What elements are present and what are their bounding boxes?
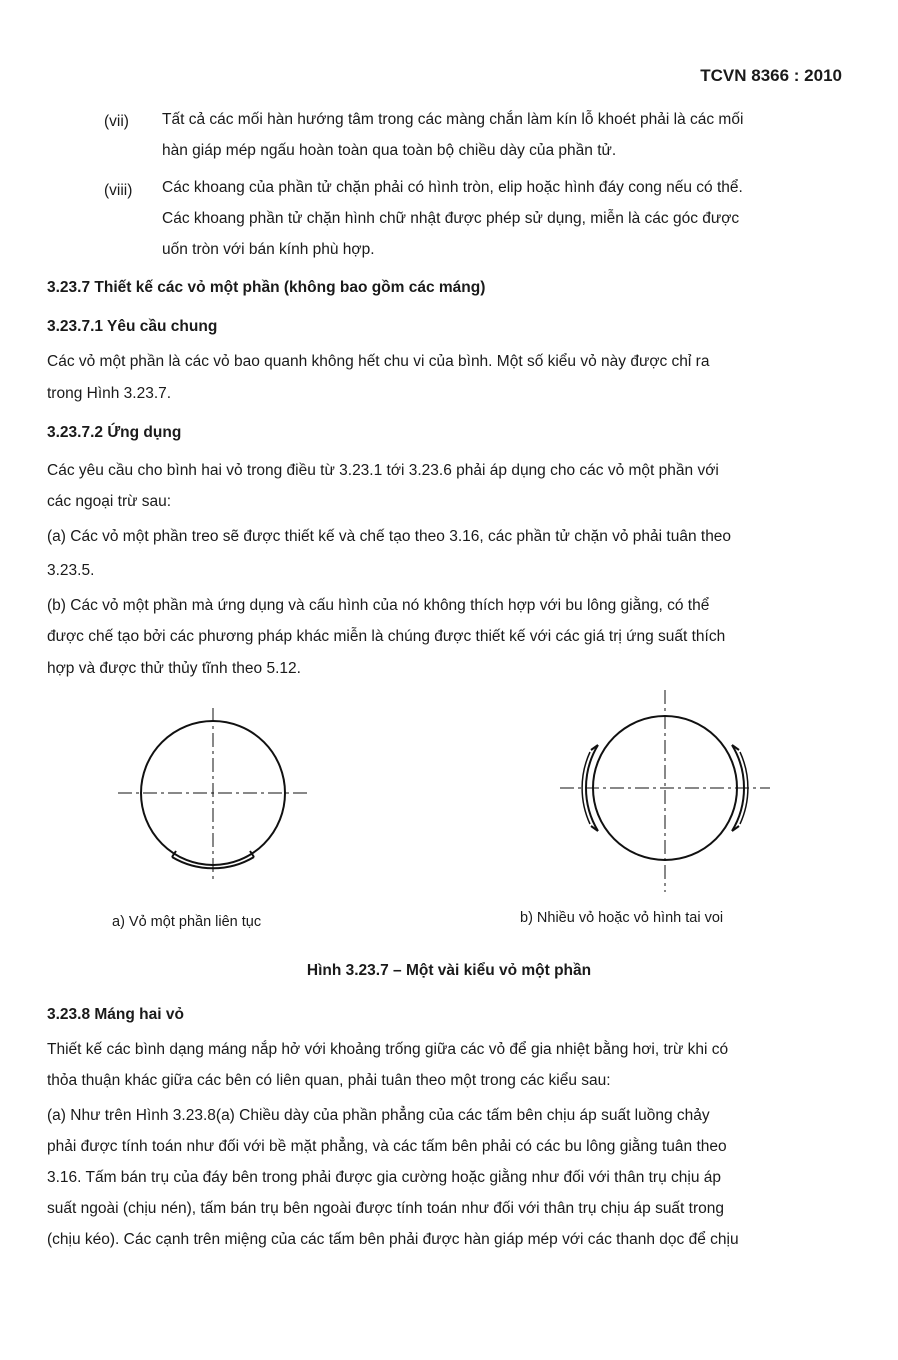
item-b-line-1: (b) Các vỏ một phần mà ứng dụng và cấu hình của nó không thích hợp với bu lông giằng, có thể	[47, 597, 710, 614]
para-3-23-7-2-line-1: Các yêu cầu cho bình hai vỏ trong điều từ 3.23.1 tới 3.23.6 phải áp dụng cho các vỏ một phần với	[47, 462, 719, 479]
item-marker-vii: (vii)	[104, 113, 129, 130]
figure-a-drawing	[118, 708, 308, 880]
item-3-23-8-a-line-4: suất ngoài (chịu nén), tấm bán trụ bên ngoài được tính toán như đối với thân trụ chịu áp suất trong	[47, 1200, 724, 1217]
item-viii-line-2: Các khoang phần tử chặn hình chữ nhật được phép sử dụng, miễn là các góc được	[162, 210, 740, 227]
figure-caption-a: a) Vỏ một phần liên tục	[112, 914, 262, 930]
item-vii-line-1: Tất cả các mối hàn hướng tâm trong các màng chắn làm kín lỗ khoét phải là các mối	[162, 111, 744, 128]
figure-caption-b: b) Nhiều vỏ hoặc vỏ hình tai voi	[520, 910, 724, 926]
para-3-23-7-1-line-1: Các vỏ một phần là các vỏ bao quanh không hết chu vi của bình. Một số kiểu vỏ này được chỉ ra	[47, 353, 710, 370]
heading-3-23-7: 3.23.7 Thiết kế các vỏ một phần (không bao gồm các máng)	[47, 279, 486, 296]
item-3-23-8-a-line-3: 3.16. Tấm bán trụ của đáy bên trong phải được gia cường hoặc giằng như đối với thân trụ chịu áp	[47, 1169, 722, 1186]
item-marker-viii: (viii)	[104, 182, 133, 199]
para-3-23-7-2-line-2: các ngoại trừ sau:	[47, 493, 172, 510]
heading-3-23-7-2: 3.23.7.2 Ứng dụng	[47, 424, 182, 441]
heading-3-23-7-1: 3.23.7.1 Yêu cầu chung	[47, 318, 218, 335]
item-viii-line-3: uốn tròn với bán kính phù hợp.	[162, 241, 375, 258]
item-a-line-1: (a) Các vỏ một phần treo sẽ được thiết kế và chế tạo theo 3.16, các phần tử chặn vỏ phải tuân theo	[47, 528, 732, 545]
item-vii-line-2: hàn giáp mép ngấu hoàn toàn qua toàn bộ chiều dày của phần tử.	[162, 142, 617, 159]
item-3-23-8-a-line-2: phải được tính toán như đối với bề mặt phẳng, và các tấm bên phải có các bu lông giằng tuân theo	[47, 1138, 727, 1155]
item-a-line-2: 3.23.5.	[47, 562, 95, 579]
item-b-line-2: được chế tạo bởi các phương pháp khác miễn là chúng được thiết kế với các giá trị ứng suất thích	[47, 628, 726, 645]
heading-3-23-8: 3.23.8 Máng hai vỏ	[47, 1006, 184, 1023]
item-b-line-3: hợp và được thử thủy tĩnh theo 5.12.	[47, 660, 301, 677]
item-viii-line-1: Các khoang của phần tử chặn phải có hình tròn, elip hoặc hình đáy cong nếu có thể.	[162, 179, 743, 196]
para-3-23-8-line-1: Thiết kế các bình dạng máng nắp hở với khoảng trống giữa các vỏ để gia nhiệt bằng hơi, trừ khi có	[47, 1041, 729, 1058]
para-3-23-7-1-line-2: trong Hình 3.23.7.	[47, 385, 172, 402]
figure-title: Hình 3.23.7 – Một vài kiểu vỏ một phần	[306, 962, 592, 979]
item-3-23-8-a-line-5: (chịu kéo). Các cạnh trên miệng của các tấm bên phải được hàn giáp mép với các thanh dọc để chịu	[47, 1231, 739, 1248]
standard-number: TCVN 8366 : 2010	[700, 66, 842, 85]
para-3-23-8-line-2: thỏa thuận khác giữa các bên có liên quan, phải tuân theo một trong các kiểu sau:	[47, 1072, 611, 1089]
item-3-23-8-a-line-1: (a) Như trên Hình 3.23.8(a) Chiều dày của phần phẳng của các tấm bên chịu áp suất luồng chảy	[47, 1107, 710, 1124]
figure-b-drawing	[560, 690, 770, 892]
